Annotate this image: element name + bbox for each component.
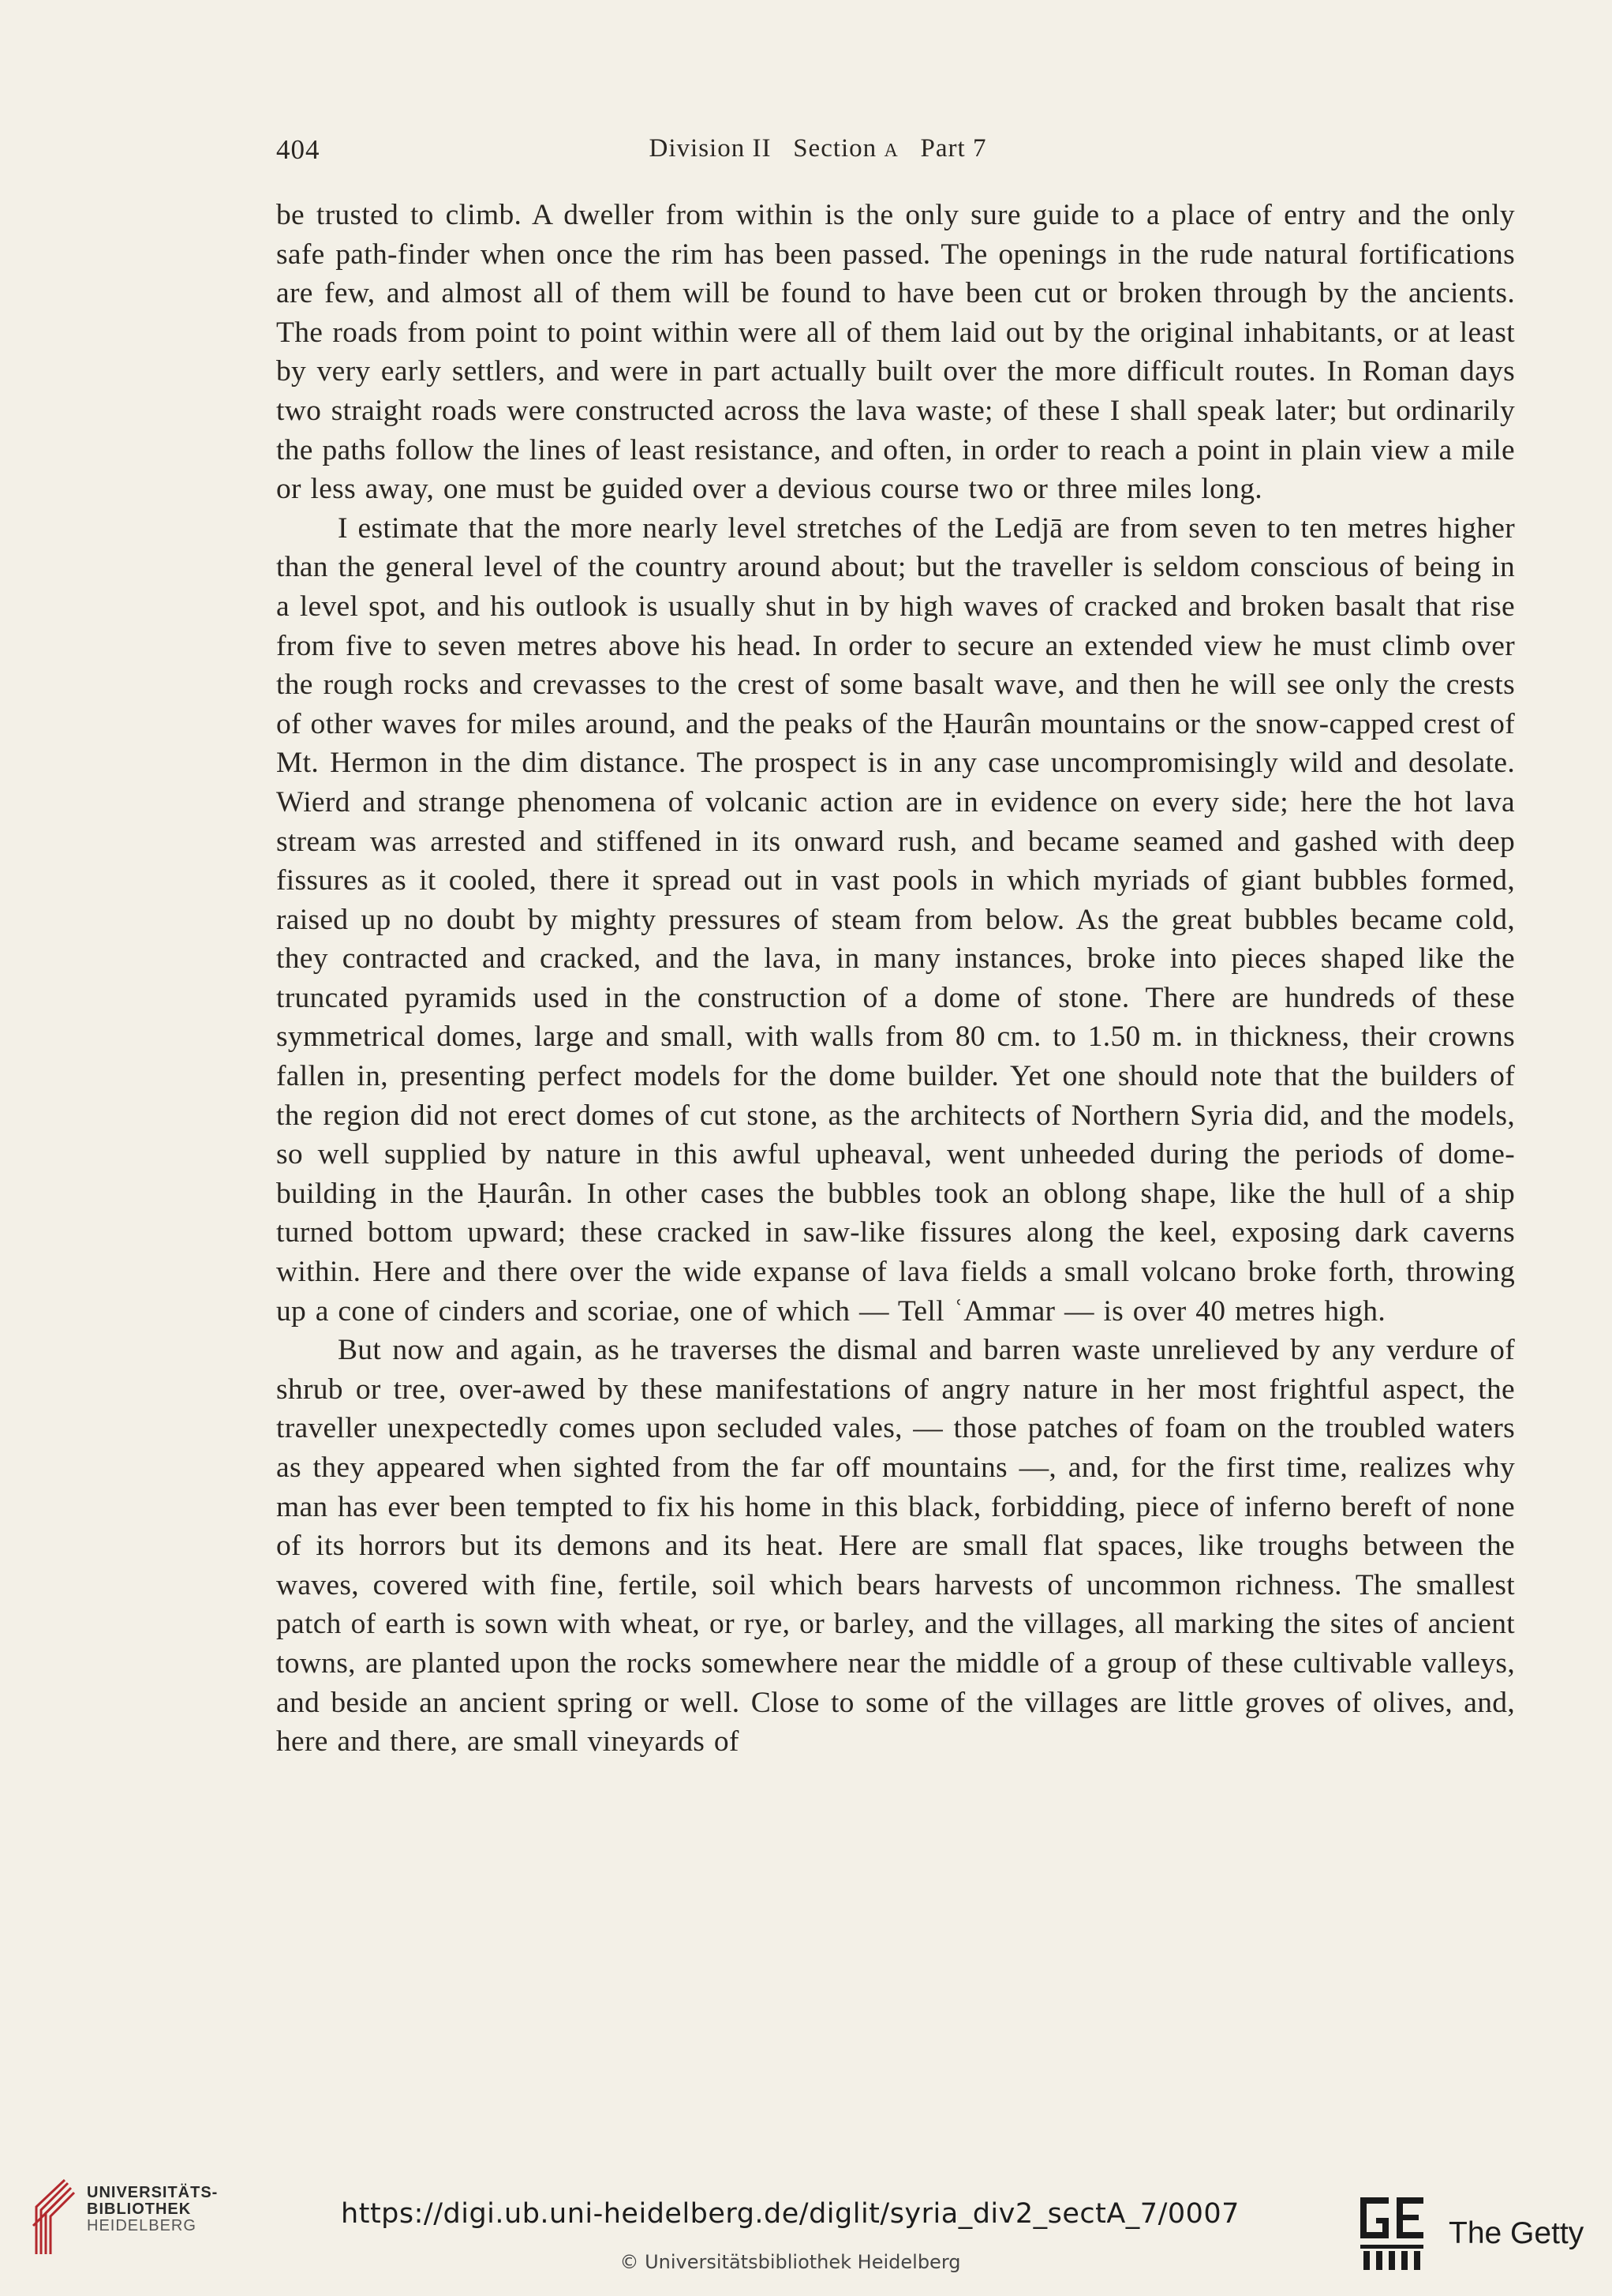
library-line-2: BIBLIOTHEK xyxy=(87,2200,192,2218)
paragraph-2: I estimate that the more nearly level stretches of the Ledjā are from seven to ten metres higher than the general level of the country around about; but the traveller is seldom conscious of being in a level spot, and his outlook is usually shut in by high waves of cracked and broken basalt that rise from five to seven metres above his head. In order to secure an extended view he must climb over the rough rocks and crevasses to the crest of some basalt wave, and then he will see only the crests of other waves for miles around, and the peaks of the Ḥaurân mountains or the snow-capped crest of Mt. Hermon in the dim distance. The prospect is in any case uncompromisingly wild and desolate. Wierd and strange phenomena of volcanic action are in evidence on every side; here the hot lava stream was arrested and stiffened in its onward rush, and became seamed and gashed with deep fissures as it cooled, there it spread out in vast pools in which myriads of giant bubbles formed, raised up no doubt by mighty pressures of steam from below. As the great bubbles became cold, they contracted and cracked, and the lava, in many instances, broke into pieces shaped like the truncated pyramids used in the construction of a dome of stone. There are hundreds of these symmetrical domes, large and small, with walls from 80 cm. to 1.50 m. in thickness, their crowns fallen in, presenting perfect models for the dome builder. Yet one should note that the builders of the region did not erect domes of cut stone, as the architects of Northern Syria did, and the models, so well supplied by nature in this awful upheaval, went unheeded during the periods of dome-building in the Ḥaurân. In other cases the bubbles took an oblong shape, like the hull of a ship turned bottom upward; these cracked in saw-like fissures along the keel, exposing dark caverns within. Here and there over the wide expanse of lava fields a small volcano broke forth, throwing up a cone of cinders and scoriae, one of which — Tell ʿAmmar — is over 40 metres high. xyxy=(276,511,1515,1328)
getty-name: The Getty xyxy=(1449,2216,1584,2250)
copyright-notice: © Universitätsbibliothek Heidelberg xyxy=(619,2251,961,2273)
getty-logo-icon xyxy=(1359,2196,1427,2275)
paragraph-3: But now and again, as he traverses the dismal and barren waste unrelieved by any verdure of shrub or tree, over-awed by these manifestations of angry nature in her most frightful aspect, the traveller unexpectedly comes upon secluded vales, — those patches of foam on the troubled waters as they appeared when sighted from the far off mountains —, and, for the first time, realizes why man has ever been tempted to fix his home in this black, forbidding, piece of inferno bereft of none of its horrors but its demons and its heat. Here are small flat spaces, like troughs between the waves, covered with fine, fertile, soil which bears harvests of uncommon richness. The smallest patch of earth is sown with wheat, or rye, or barley, and the villages, all marking the sites of ancient towns, are planted upon the rocks somewhere near the middle of a group of these cultivable valleys, and beside an ancient spring or well. Close to some of the villages are little groves of olives, and, here and there, are small vineyards of xyxy=(276,1334,1515,1759)
running-head-section-letter: A xyxy=(884,140,899,161)
footer xyxy=(0,2163,1612,2296)
body-text xyxy=(276,196,1515,1762)
permalink-url[interactable]: https://digi.ub.uni-heidelberg.de/diglit/syria_div2_sectA_7/0007 xyxy=(341,2198,1240,2230)
running-head-division: Division II xyxy=(649,134,772,163)
running-head-part: Part 7 xyxy=(920,134,987,163)
library-line-3: HEIDELBERG xyxy=(87,2217,196,2234)
library-line-1: UNIVERSITÄTS- xyxy=(87,2184,219,2201)
page-number: 404 xyxy=(276,134,320,165)
running-head-section: Section xyxy=(793,134,877,163)
running-head xyxy=(0,134,1612,163)
paragraph-1: be trusted to climb. A dweller from within is the only sure guide to a place of entry and the only safe path-finder when once the rim has been passed. The openings in the rude natural fortifications are few, and almost all of them will be found to have been cut or broken through by the ancients. The roads from point to point within were all of them laid out by the original inhabitants, or at least by very early settlers, and were in part actually built over the more difficult routes. In Roman days two straight roads were constructed across the lava waste; of these I shall speak later; but ordinarily the paths follow the lines of least resistance, and often, in order to reach a point in plain view a mile or less away, one must be guided over a devious course two or three miles long. xyxy=(276,199,1515,506)
